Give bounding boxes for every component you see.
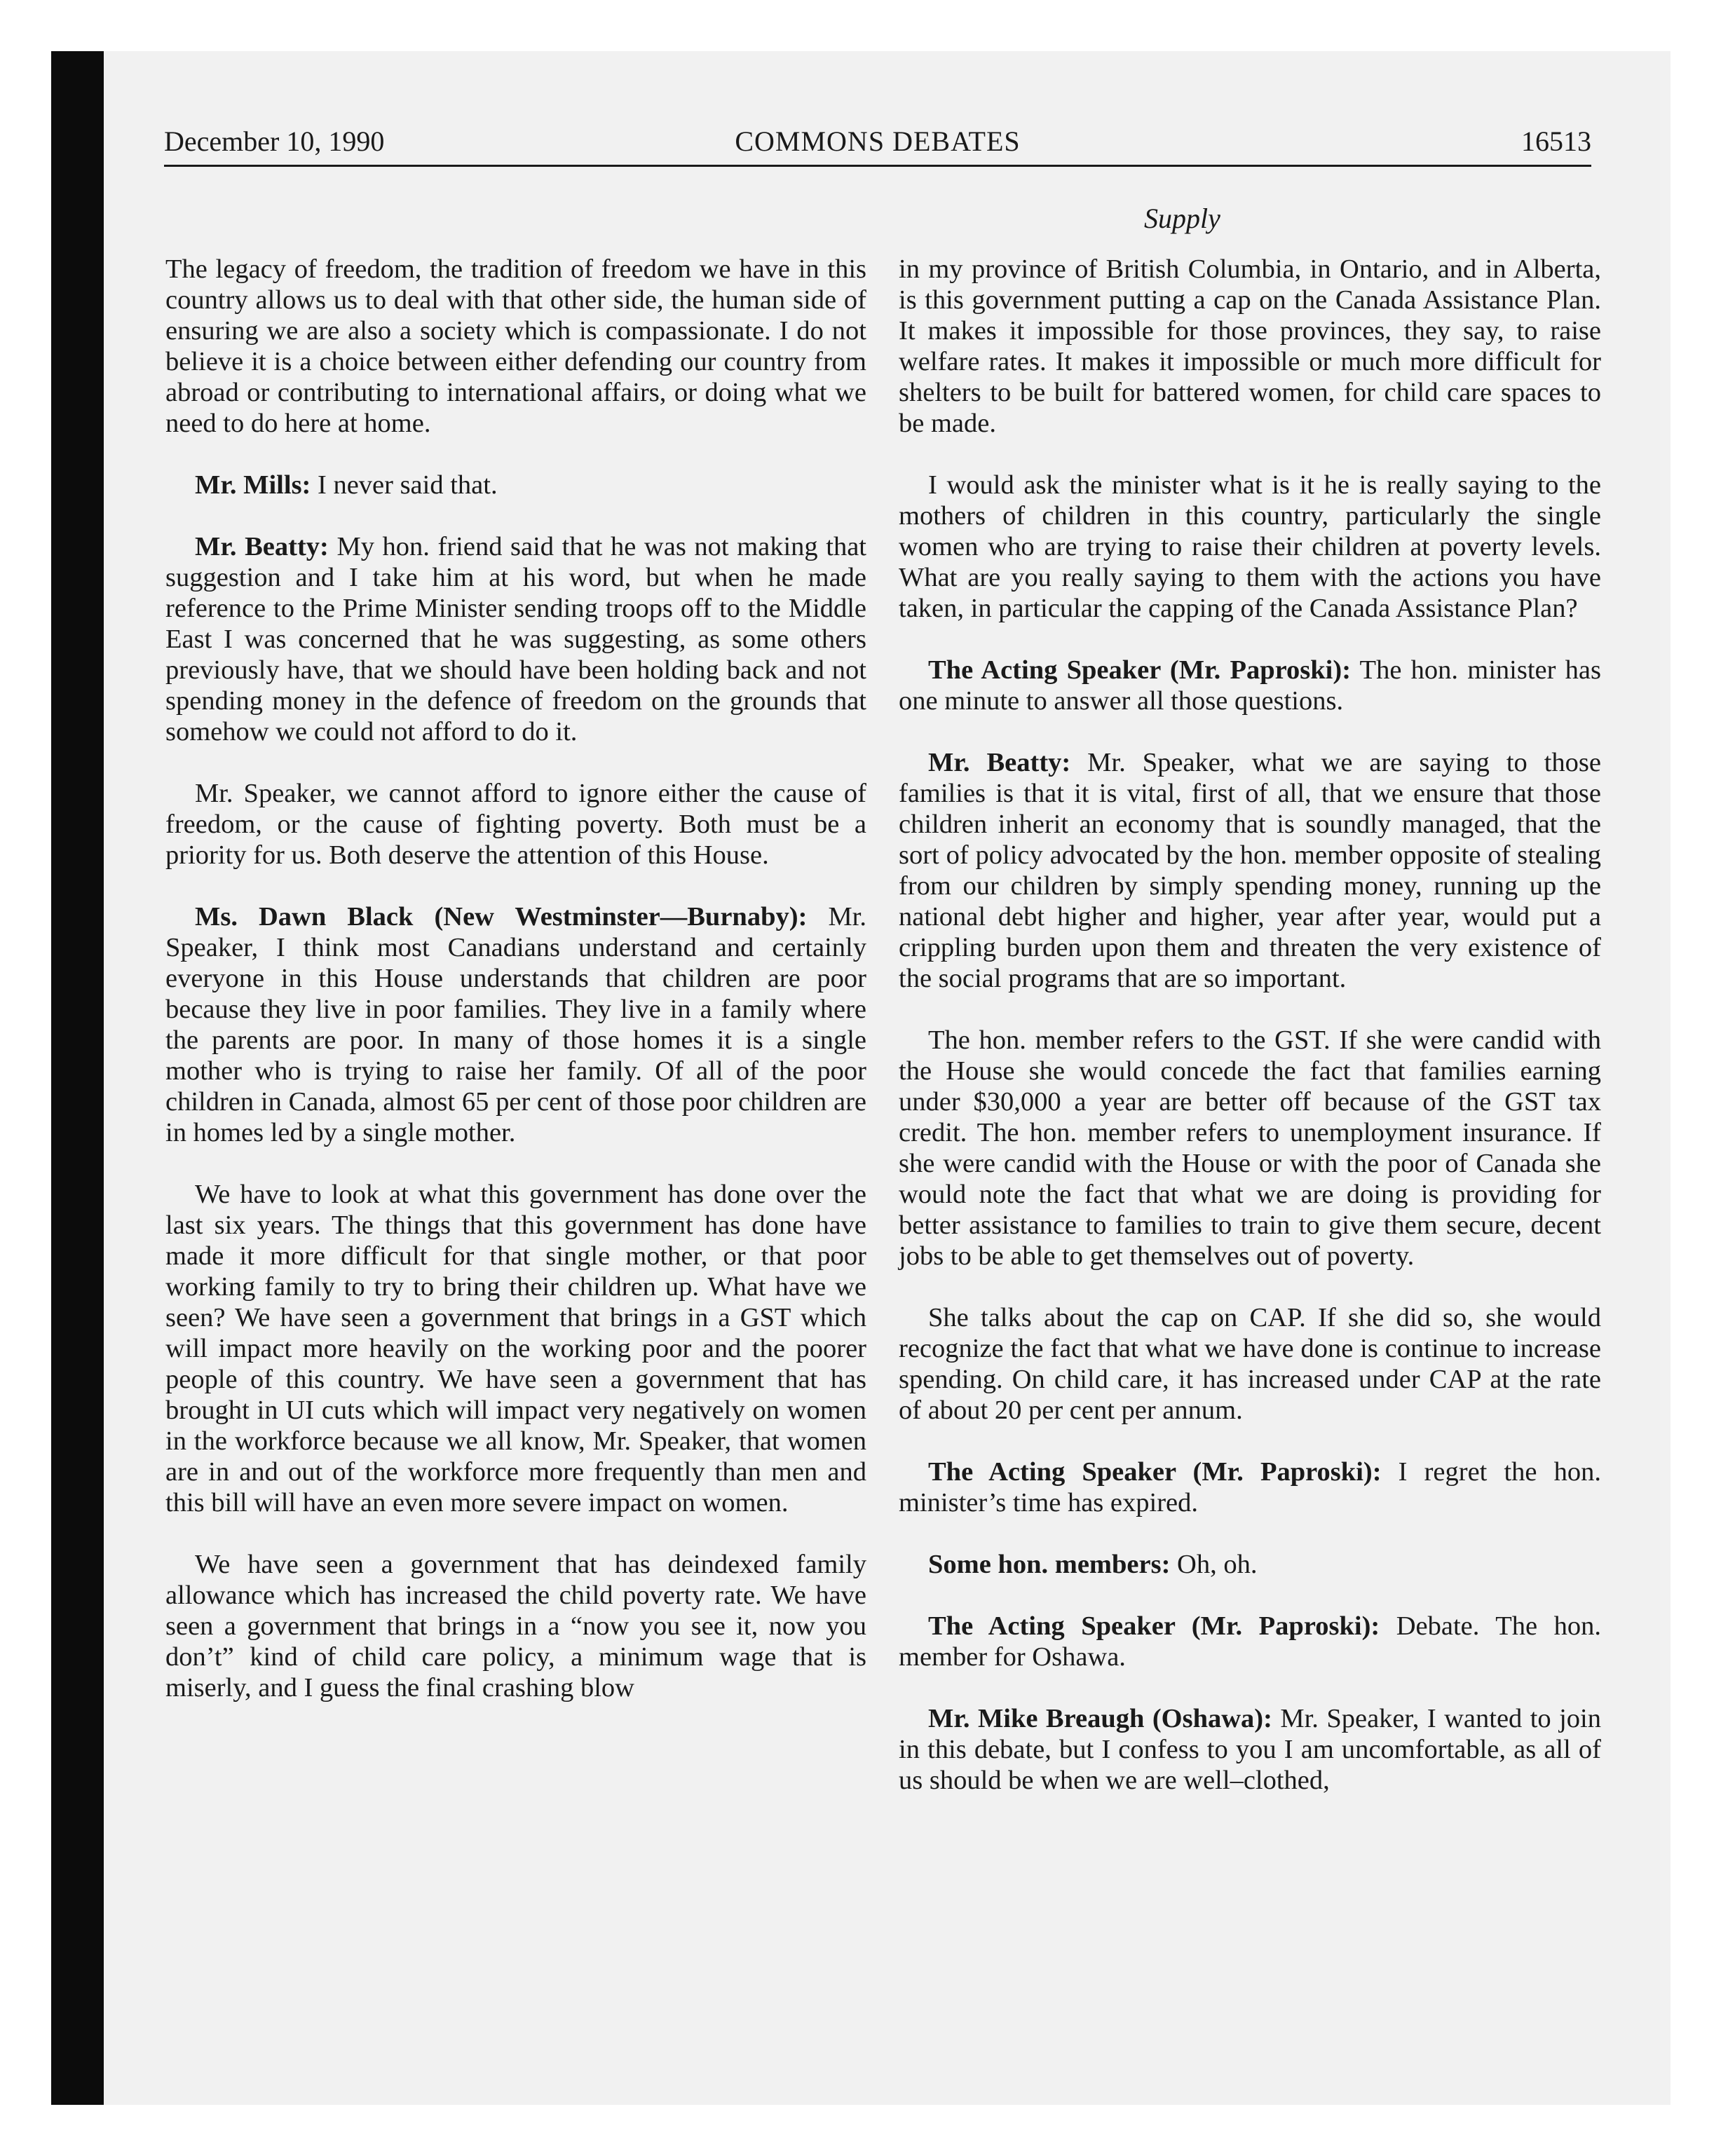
binding-shadow bbox=[51, 51, 104, 2105]
left-column bbox=[165, 254, 866, 1734]
paragraph-text: I would ask the minister what is it he is really saying to the mothers of children in this country, particularly the single women who are trying to raise their children at poverty levels. What are you really saying to them with the actions you have taken, in particular the capping of the Canada Assistance Plan? bbox=[899, 470, 1601, 623]
paragraph bbox=[165, 778, 866, 871]
paragraph bbox=[899, 470, 1601, 624]
paragraph-text: I never said that. bbox=[311, 470, 498, 500]
paragraph bbox=[165, 470, 866, 500]
right-column bbox=[899, 254, 1601, 1827]
paragraph bbox=[165, 1179, 866, 1518]
header-publication: COMMONS DEBATES bbox=[735, 125, 1021, 157]
paragraph bbox=[165, 901, 866, 1148]
paragraph-text: Mr. Speaker, I wanted to join in this debate, but I confess to you I am uncomfortable, as all of us should be when we are well–clothed, bbox=[899, 1704, 1601, 1795]
paragraph bbox=[899, 1025, 1601, 1271]
header-date: December 10, 1990 bbox=[164, 125, 385, 157]
paragraph-text: Mr. Speaker, we cannot afford to ignore either the cause of freedom, or the cause of fighting poverty. Both must be a priority for us. Both deserve the attention of this House. bbox=[165, 779, 866, 870]
paragraph bbox=[899, 1302, 1601, 1426]
section-title: Supply bbox=[1144, 203, 1220, 234]
paragraph bbox=[899, 655, 1601, 716]
paragraph-text: The legacy of freedom, the tradition of freedom we have in this country allows us to deal with that other side, the human side of ensuring we are also a society which is compassionate. I do not believe it is a choice between either defending our country from abroad or contributing to international affairs, or doing what we need to do here at home. bbox=[165, 254, 866, 438]
speaker-name: Ms. Dawn Black (New Westminster—Burnaby): bbox=[195, 902, 808, 932]
paragraph-text: in my province of British Columbia, in Ontario, and in Alberta, is this government putting a cap on the Canada Assistance Plan. It makes it impossible for those provinces, they say, to raise welfare rates. It makes it impossible or much more difficult for shelters to be built for battered women, for child care spaces to be made. bbox=[899, 254, 1601, 438]
speaker-name: The Acting Speaker (Mr. Paproski): bbox=[928, 655, 1352, 685]
paragraph-text: Oh, oh. bbox=[1170, 1550, 1258, 1579]
speaker-name: Mr. Beatty: bbox=[195, 532, 329, 561]
paragraph-text: We have seen a government that has deindexed family allowance which has increased the child poverty rate. We have seen a government that brings in a “now you see it, now you don’t” kind of child care policy, a minimum wage that is miserly, and I guess the final crashing blow bbox=[165, 1550, 866, 1703]
paragraph-text: I regret the hon. minister’s time has expired. bbox=[899, 1457, 1602, 1517]
running-header bbox=[164, 121, 1591, 163]
paragraph-text: She talks about the cap on CAP. If she did so, she would recognize the fact that what we have done is continue to increase spending. On child care, it has increased under CAP at the rate of about 20 per cent per annum. bbox=[899, 1303, 1601, 1425]
speaker-name: Some hon. members: bbox=[928, 1550, 1171, 1579]
speaker-name: Mr. Mills: bbox=[195, 470, 311, 500]
paragraph-text: Debate. The hon. member for Oshawa. bbox=[899, 1611, 1601, 1672]
paragraph bbox=[899, 1549, 1601, 1580]
paragraph bbox=[899, 254, 1601, 439]
speaker-name: Mr. Mike Breaugh (Oshawa): bbox=[928, 1704, 1272, 1733]
speaker-name: The Acting Speaker (Mr. Paproski): bbox=[928, 1611, 1380, 1641]
header-page-number: 16513 bbox=[1521, 125, 1591, 157]
paragraph-text: My hon. friend said that he was not making that suggestion and I take him at his word, but when he made reference to the Prime Minister sending troops off to the Middle East I was concerned that he was suggesting, as some others previously have, that we should have been holding back and not spending money in the defence of freedom on the grounds that somehow we could not afford to do it. bbox=[165, 532, 867, 746]
speaker-name: Mr. Beatty: bbox=[928, 748, 1071, 777]
paragraph-text: The hon. minister has one minute to answer all those questions. bbox=[899, 655, 1601, 716]
header-rule bbox=[164, 165, 1591, 167]
paragraph bbox=[899, 1703, 1601, 1796]
paragraph-text: Mr. Speaker, I think most Canadians understand and certainly everyone in this House understands that children are poor because they live in poor families. They live in a family where the parents are poor. In many of those homes it is a single mother who is trying to raise her family. Of all of the poor children in Canada, almost 65 per cent of those poor children are in homes led by a single mother. bbox=[165, 902, 867, 1147]
speaker-name: The Acting Speaker (Mr. Paproski): bbox=[928, 1457, 1382, 1487]
paragraph-text: Mr. Speaker, what we are saying to those families is that it is vital, first of all, that we ensure that those children inherit an economy that is soundly managed, that the sort of policy advocated by the hon. member opposite of stealing from our children by simply spending money, running up the national debt higher and higher, year after year, would put a crippling burden upon them and threaten the very existence of the social programs that are so important. bbox=[899, 748, 1602, 993]
paragraph-text: The hon. member refers to the GST. If she were candid with the House she would concede the fact that families earning under $30,000 a year are better off because of the GST tax credit. The hon. member refers to unemployment insurance. If she were candid with the House or with the poor of Canada she would note the fact that what we are doing is providing for better assistance to families to train to give them secure, decent jobs to be able to get themselves out of poverty. bbox=[899, 1025, 1601, 1271]
paragraph bbox=[899, 1611, 1601, 1672]
paragraph bbox=[165, 254, 866, 439]
paragraph bbox=[165, 531, 866, 747]
paragraph bbox=[899, 1456, 1601, 1518]
paragraph-text: We have to look at what this government has done over the last six years. The things that this government has done have made it more difficult for that single mother, or that poor working family to try to bring their children up. What have we seen? We have seen a government that brings in a GST which will impact more heavily on the working poor and the poorer people of this country. We have seen a government that has brought in UI cuts which will impact very negatively on women in the workforce because we all know, Mr. Speaker, that women are in and out of the workforce more frequently than men and this bill will have an even more severe impact on women. bbox=[165, 1180, 866, 1517]
paragraph bbox=[899, 747, 1601, 994]
paragraph bbox=[165, 1549, 866, 1703]
